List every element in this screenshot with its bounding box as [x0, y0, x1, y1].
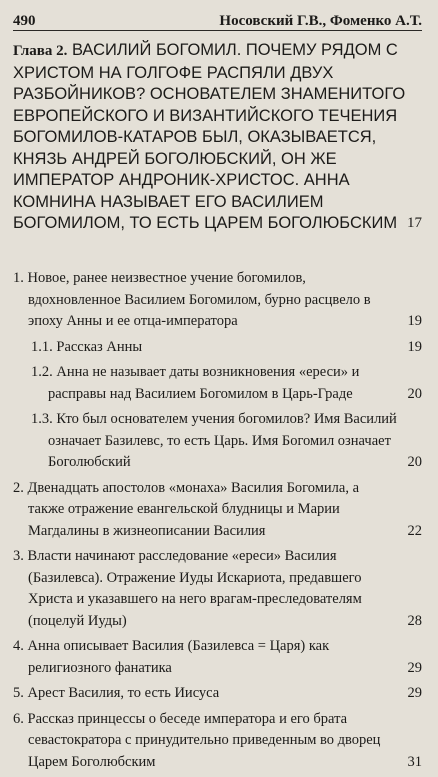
chapter-label: Глава 2. — [13, 43, 68, 59]
toc-entry-title: 1. Новое, ранее неизвестное учение богомилов, вдохновленное Василием Богомилом, бурно расцвело в эпоху Анны и ее отца-императора — [13, 270, 371, 329]
toc-entry — [13, 636, 422, 679]
toc-list — [13, 268, 422, 777]
toc-entry-title: 4. Анна описывает Василия (Базилевса = Царя) как религиозного фанатика — [13, 638, 330, 676]
toc-entry-title: 2. Двенадцать апостолов «монаха» Василия Богомила, а также отражение евангельской блудницы и Марии Магдалины в жизнеописании Василия — [13, 479, 360, 539]
toc-entry-title: 1.2. Анна не называет даты возникновения «ереси» и расправы над Василием Богомилом в Царь-Граде — [31, 364, 360, 402]
chapter-heading — [13, 40, 422, 235]
toc-entry-title: 3. Власти начинают расследование «ереси» Василия (Базилевса). Отражение Иуды Искариота, предавшего Христа и указавшего на него врагам-преследователям (поцелуй Иуды) — [13, 548, 362, 629]
running-head-authors: Носовский Г.В., Фоменко А.Т. — [219, 13, 422, 29]
page-header — [13, 8, 422, 30]
page-number: 490 — [13, 13, 36, 29]
toc-entry — [13, 709, 422, 774]
toc-entry-title: 5. Арест Василия, то есть Иисуса — [13, 685, 220, 701]
toc-entry — [13, 683, 422, 705]
toc-entry — [13, 478, 422, 543]
toc-entry-page: 20 — [407, 454, 422, 470]
toc-entry-page: 20 — [407, 385, 422, 402]
toc-entry-page: 19 — [407, 338, 422, 355]
toc-entry — [13, 337, 422, 359]
toc-entry-title: 6. Рассказ принцессы о беседе императора и его брата севастократора с принудительно приведенным во дворец Царем Боголюбским — [13, 710, 381, 770]
toc-entry — [13, 546, 422, 632]
toc-entry — [13, 409, 422, 474]
toc-entry-page: 29 — [407, 659, 422, 676]
toc-entry-page: 28 — [407, 612, 422, 629]
toc-entry-page: 31 — [407, 753, 422, 770]
toc-entry-title: 1.3. Кто был основателем учения богомилов? Имя Василий означает Базилевс, то есть Царь. Имя Богомил означает Боголюбский — [31, 411, 397, 470]
toc-entry-page: 22 — [407, 522, 422, 539]
toc-entry-title: 1.1. Рассказ Анны — [31, 338, 143, 355]
chapter-title: ВАСИЛИЙ БОГОМИЛ. ПОЧЕМУ РЯДОМ С ХРИСТОМ НА ГОЛГОФЕ РАСПЯЛИ ДВУХ РАЗБОЙНИКОВ? ОСНОВАТЕЛЕМ ЗНАМЕНИТОГО ЕВРОПЕЙСКОГО И ВИЗАНТИЙСКОГО ТЕЧЕНИЯ БОГОМИЛОВ-КАТАРОВ БЫЛ, ОКАЗЫВАЕТСЯ, КНЯЗЬ АНДРЕЙ БОГОЛЮБСКИЙ, ОН ЖЕ ИМПЕРАТОР АНДРОНИК-ХРИСТОС. АННА КОМНИНА НАЗЫВАЕТ ЕГО ВАСИЛИЕМ БОГОМИЛОМ, ТО ЕСТЬ ЦАРЕМ БОГОЛЮБСКИМ — [13, 41, 406, 232]
toc-entry-page: 19 — [407, 313, 422, 329]
header-rule — [13, 30, 422, 31]
toc-entry — [13, 362, 422, 405]
chapter-page-number: 17 — [407, 215, 422, 231]
toc-entry — [13, 268, 422, 333]
toc-entry-page: 29 — [407, 685, 422, 701]
